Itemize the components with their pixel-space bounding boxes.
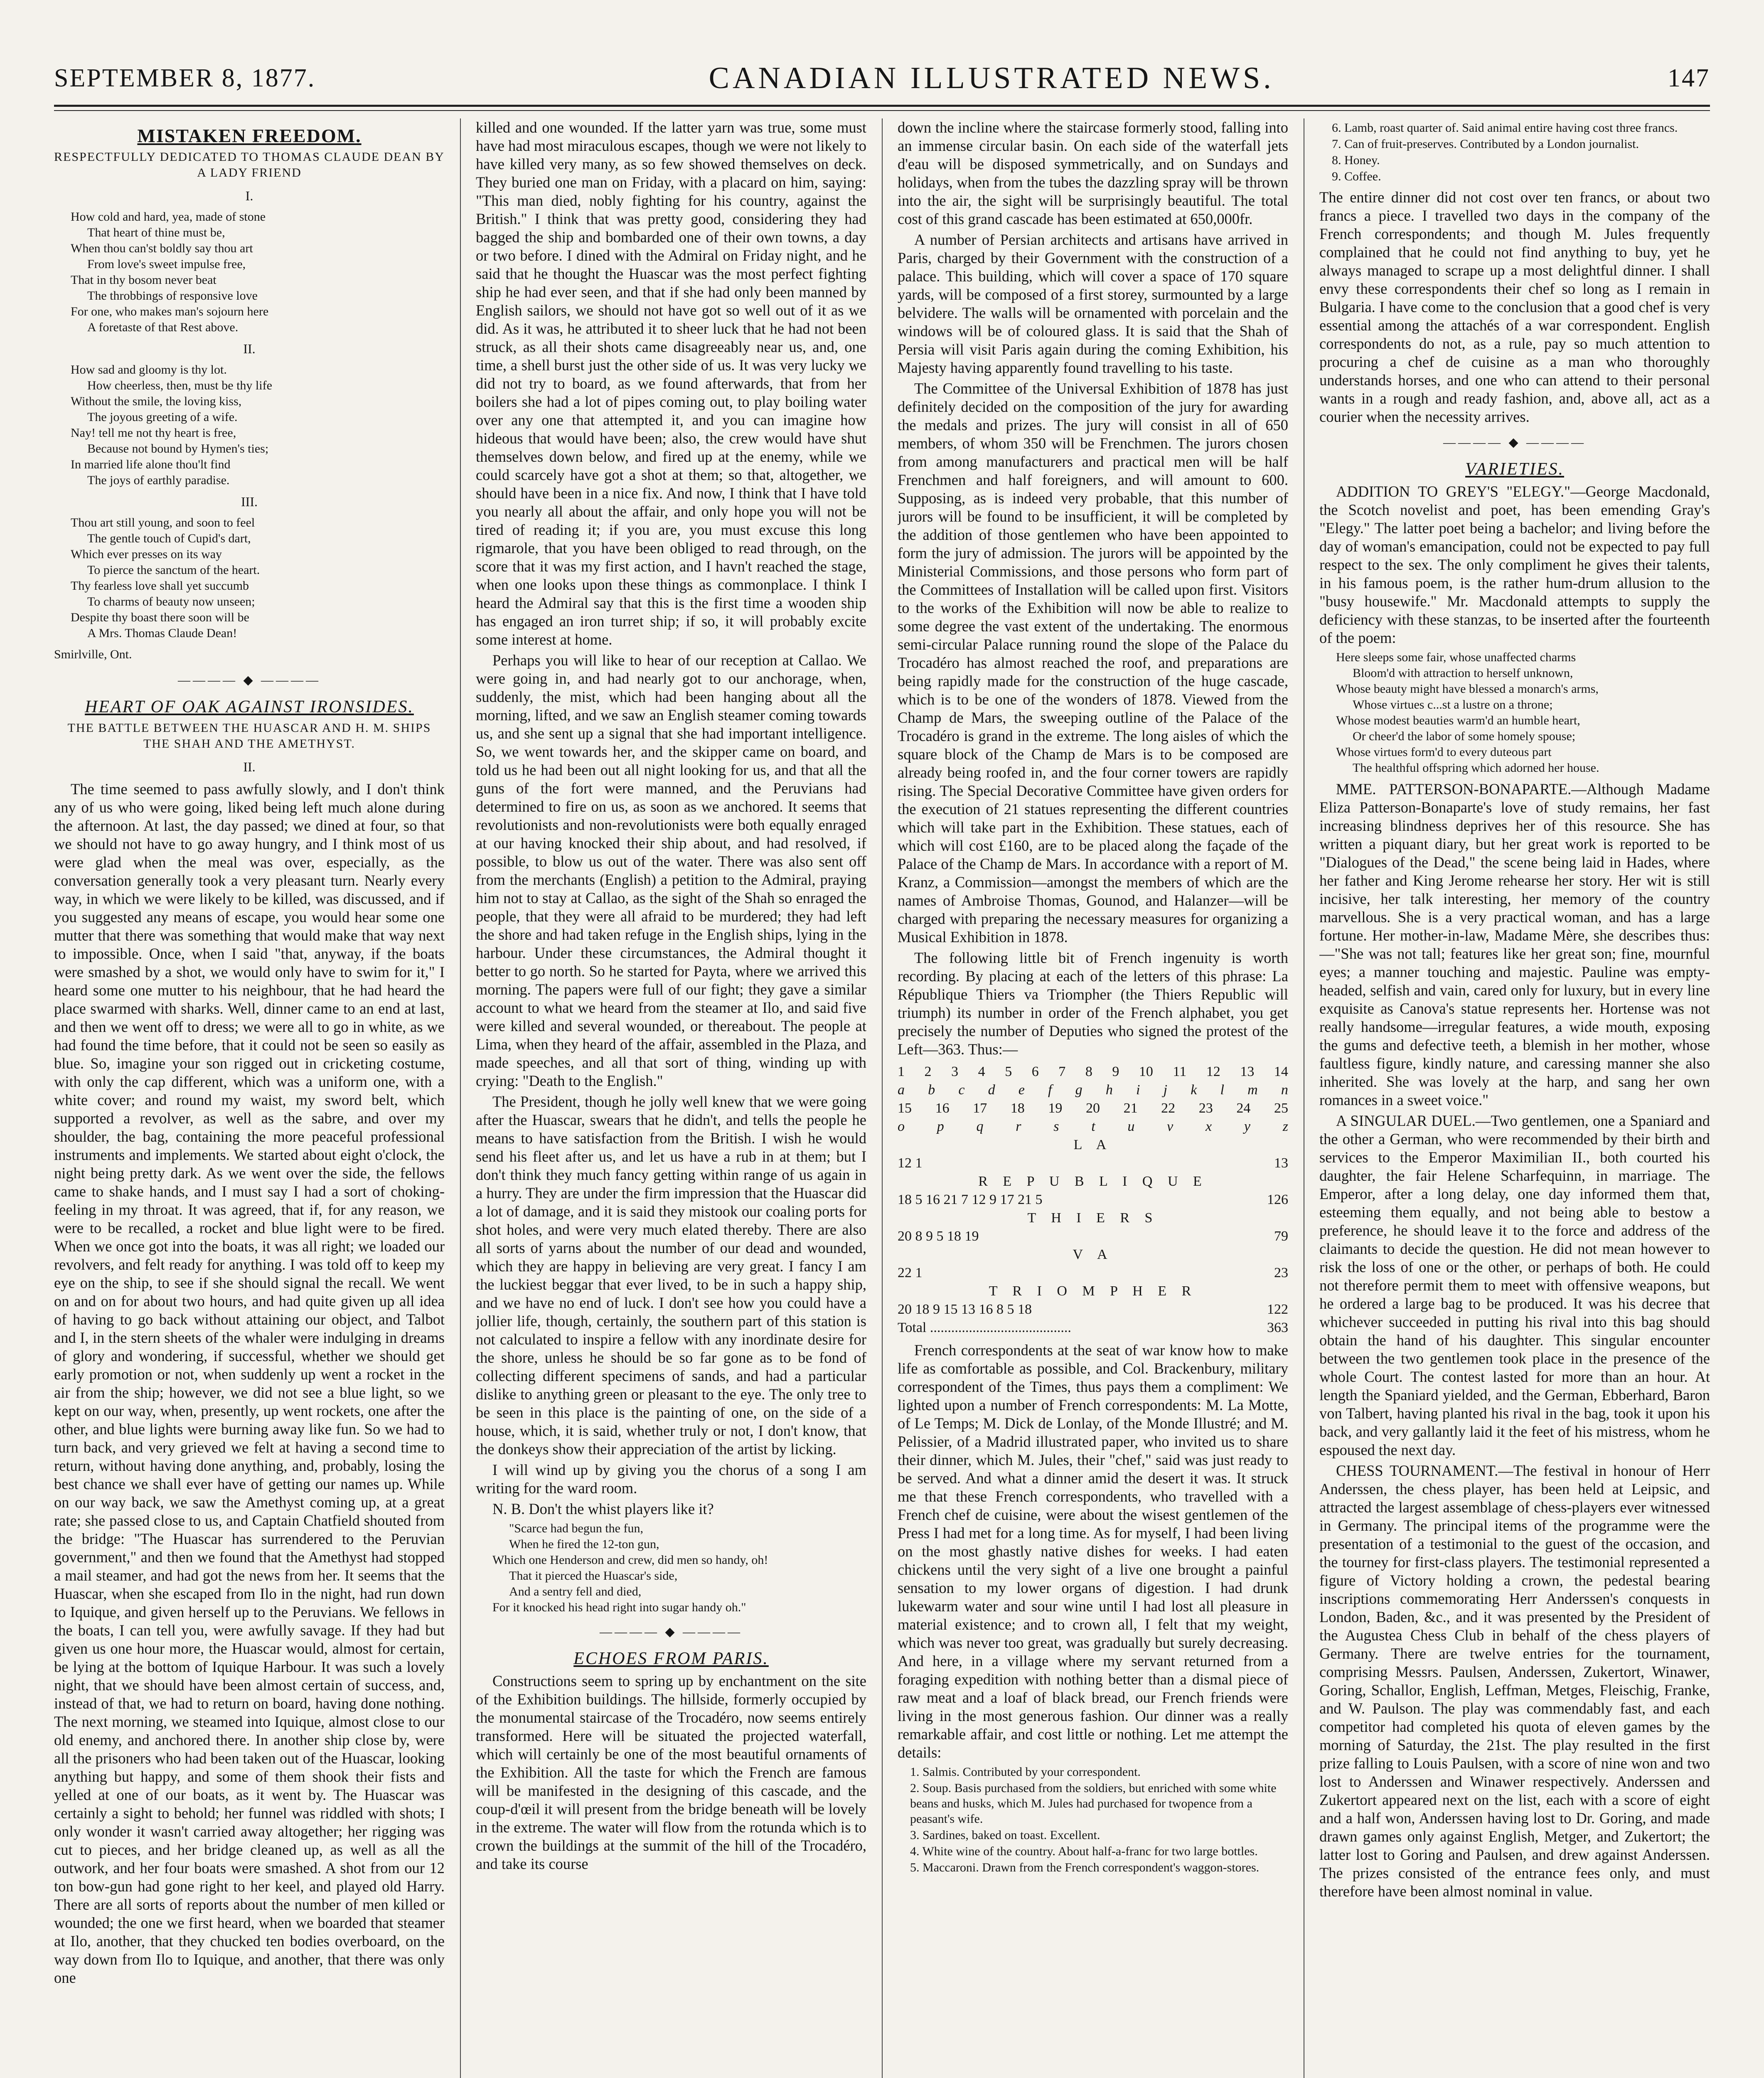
chorus-line: For it knocked his head right into sugar handy oh." <box>492 1600 746 1614</box>
cipher-cell: 25 <box>1274 1101 1288 1116</box>
cipher-nums: 20 18 9 15 13 16 8 5 18 <box>898 1302 1032 1317</box>
poem-line: Which ever presses on its way <box>71 547 222 561</box>
menu-item: 2. Soup. Basis purchased from the soldiers, but enriched with some white beans and husks, which M. Jules had purchased for twopence from a peasant's wife. <box>910 1781 1277 1826</box>
elegy-line: Or cheer'd the labor of some homely spouse; <box>1353 729 1576 743</box>
chorus-line: And a sentry fell and died, <box>509 1585 642 1598</box>
poem-line: Because not bound by Hymen's ties; <box>87 442 269 455</box>
paragraph: A SINGULAR DUEL.—Two gentlemen, one a Spaniard and the other a German, who were recommended by their birth and services to the Emperor Maximilian II., both courted his daughter, the fair Helene Scharfequinn, in marriage. The Emperor, after a long delay, one day informed them that, esteeming them equally, and not being able to bestow a preference, he should leave it to the force and address of the claimants to decide the question. He did not mean however to risk the loss of one or the other, or perhaps of both. He could not therefore permit them to meet with offensive weapons, but he ordered a large bag to be produced. It was his decree that whichever succeeded in putting his rival into this bag should obtain the hand of his daughter. This singular encounter between the two gentlemen took place in the presence of the whole Court. The contest lasted for more than an hour. At length the Spaniard yielded, and the German, Ebberhard, Baron von Talbert, having planted his rival in the bag, took it upon his back, and very gallantly laid it the feet of his mistress, whom he espoused the next day. <box>1319 1112 1710 1458</box>
cipher-subtotal: 23 <box>1274 1265 1288 1280</box>
column-divider <box>460 118 461 2078</box>
poem-title: MISTAKEN FREEDOM. <box>137 125 362 146</box>
oak-col2-text <box>476 118 866 1518</box>
elegy-line: Bloom'd with attraction to herself unknown, <box>1353 666 1573 680</box>
poem-line: Thou art still young, and soon to feel <box>71 516 255 529</box>
paragraph: killed and one wounded. If the latter yarn was true, some must have had most miraculous escapes, though we were not likely to have killed very many, as so few showed themselves on deck. They buried one man on Friday, with a placard on him, saying: "This man died, nobly fighting for his country, against the British." I think that was pretty good, considering they had bagged the ship and bombarded one of their own towns, a day or two before. I dined with the Admiral on Friday night, and he said that he thought the Huascar was the most perfect fighting ship he had ever seen, and that if she had only been manned by English sailors, we should not have got so well out of it as we did. As it was, he attributed it to sheer luck that he had not been struck, as all their shots came disagreeably near us, and, one time, a shell burst just the other side of us. It was very lucky we did not try to board, as we found afterwards, that from her boilers she had a lot of pipes coming out, to play boiling water over any one that attempted it, and you can imagine how hideous that would have been; also, the crew would have shut themselves down below, and fired up at the enemy, while we could scarcely have got a shot at them; so that, altogether, we should have been in a nice fix. And now, I think that I have told you nearly all about the affair, and only hope you will not be tired of reading it; if you are, you must excuse this long rigmarole, that you have been obliged to read through, on the score that it was my first action, and I havn't reached the stage, when one looks upon these things as commonplace. I think I heard the Admiral say that this is the first time a wooden ship has engaged an iron turret ship; if so, it will probably excite some interest at home. <box>476 119 866 648</box>
cipher-cell: 13 <box>1240 1064 1255 1079</box>
cipher-cell: 9 <box>1112 1064 1119 1079</box>
poem-line: The joyous greeting of a wife. <box>87 410 238 424</box>
poem-line: The joys of earthly paradise. <box>87 473 230 487</box>
varieties-text-a <box>1319 483 1710 647</box>
cipher-cell: x <box>1206 1119 1212 1134</box>
menu-item: 9. Coffee. <box>1332 170 1381 183</box>
cipher-cell: z <box>1282 1119 1288 1134</box>
cipher-cell: 21 <box>1123 1101 1138 1116</box>
page-number: 147 <box>1668 64 1710 92</box>
cipher-cell: r <box>1016 1119 1021 1134</box>
stanza-numeral: III. <box>241 494 258 509</box>
cipher-cell: k <box>1191 1082 1197 1098</box>
paragraph: I will wind up by giving you the chorus of a song I am writing for the ward room. <box>476 1461 866 1497</box>
cipher-cell: s <box>1053 1119 1059 1134</box>
cipher-total-label: Total ........................................ <box>898 1320 1071 1335</box>
masthead-rule-thin <box>54 110 1710 111</box>
menu-item: 1. Salmis. Contributed by your correspondent. <box>910 1765 1141 1779</box>
echoes-title: ECHOES FROM PARIS. <box>573 1649 769 1668</box>
poem-line: That heart of thine must be, <box>87 226 225 239</box>
poem-place: Smirlville, Ont. <box>54 648 132 661</box>
paragraph: French correspondents at the seat of war know how to make life as comfortable as possible, and Col. Brackenbury, military correspondent of the Times, thus pays them a compliment: We lighted upon a number of French correspondents: M. La Motte, of Le Temps; M. Dick de Lonlay, of the Monde Illustré; and M. Pelissier, of a Madrid illustrated paper, who invited us to share their dinner, which M. Jules, their "chef," said was just ready to be served. And what a dinner amid the desert it was. It struck me that these French correspondents, who travelled with a French chef de cuisine, were about the wisest gentlemen of the Press I had met for a long time. As for myself, I had been living on the most ghastly native dishes for weeks. I had eaten chickens until the very sight of a live one brought a painful sensation to my lower organs of digestion. I had drunk lukewarm water and sour wine until I had lost all pleasure in material existence; and to crown all, I felt that my weight, which was never too great, was gradually but surely decreasing. And here, in a village where my servant returned from a foraging expedition with nothing better than a dismal piece of raw meat and a loaf of black bread, our French friends were living in the most generous fashion. Our dinner was a really remarkable affair, and cost little or nothing. Let me attempt the details: <box>898 1342 1288 1761</box>
stanza-numeral: I. <box>245 188 253 203</box>
menu-item: 3. Sardines, baked on toast. Excellent. <box>910 1828 1100 1842</box>
cipher-cell: 7 <box>1058 1064 1066 1079</box>
poem-line: Nay! tell me not thy heart is free, <box>71 426 236 440</box>
paragraph: Constructions seem to spring up by enchantment on the site of the Exhibition buildings. The hillside, formerly occupied by the monumental staircase of the Trocadéro, now seems entirely transformed. Here will be situated the projected waterfall, which will certainly be one of the most beautiful ornaments of the Exhibition. All the taste for which the French are famous will be manifested in the designing of this cascade, and the coup-d'œil it will present from the bridge beneath will be lovely in the extreme. The water will flow from the rotunda which is to crown the buildings at the summit of the hill of the Trocadéro, and take its course <box>476 1672 866 1872</box>
issue-date: SEPTEMBER 8, 1877. <box>54 64 316 92</box>
cipher-total-row <box>898 1319 1288 1337</box>
stanza-numeral: II. <box>243 341 256 356</box>
cipher-word: T R I O M P H E R <box>989 1283 1197 1299</box>
cipher-cell: u <box>1127 1119 1135 1134</box>
poem-line: How cheerless, then, must be thy life <box>87 379 272 392</box>
cipher-cell: d <box>988 1082 995 1098</box>
paragraph: down the incline where the staircase formerly stood, falling into an immense circular basin. On each side of the waterfall jets d'eau will be disposed symmetrically, and on Sundays and holidays, when from the tubes the dazzling spray will be thrown into the air, the sight will be surprisingly beautiful. The total cost of this grand cascade has been estimated at 650,000fr. <box>898 119 1288 227</box>
cipher-cell: m <box>1247 1082 1258 1098</box>
masthead-rule <box>54 105 1710 107</box>
elegy-line: Here sleeps some fair, whose unaffected charms <box>1336 650 1576 664</box>
chorus-line: "Scarce had begun the fun, <box>509 1522 643 1535</box>
cipher-word: L A <box>1073 1137 1112 1152</box>
column-divider <box>882 118 883 2078</box>
cipher-cell: o <box>898 1119 905 1134</box>
song-chorus <box>492 1521 866 1615</box>
dinner-menu-a <box>910 1764 1288 1875</box>
menu-item: 4. White wine of the country. About half-a-franc for two large bottles. <box>910 1844 1258 1858</box>
paragraph: N. B. Don't the whist players like it? <box>492 1500 714 1517</box>
varieties-title: VARIETIES. <box>1465 460 1564 479</box>
column-2 <box>476 118 866 2078</box>
cipher-cell: 19 <box>1048 1101 1063 1116</box>
varieties-text-b <box>1319 780 1710 1901</box>
chorus-line: That it pierced the Huascar's side, <box>509 1569 678 1583</box>
paragraph: Perhaps you will like to hear of our reception at Callao. We were going in, and had nearly got to our anchorage, when, suddenly, the mist, which had been hanging about all the morning, lifted, and we saw an English steamer coming towards us, and she sent up a signal that she had important intelligence. So, we went towards her, and the skipper came on board, and told us he had been out all night looking for us, and that all the guns of the fort were manned, and the Peruvians had determined to fire on us, as soon as we anchored. It seems that revolutionists and non-revolutionists were both equally enraged at our having knocked their ship about, and had resolved, if possible, to blow us out of the water. There was also sent off from the merchants (English) a petition to the Admiral, praying him not to stay at Callao, as the sight of the Shah so enraged the people, that they were all afraid to be murdered; they had left the shore and had taken refuge in the English ships, lying in the harbour. Under these circumstances, the Admiral thought it better to go north. So he started for Payta, where we arrived this morning. The papers were full of our fight; they gave a similar account to what we heard from the steamer at Ilo, and said five were killed and several wounded, or thereabout. The people at Lima, when they heard of the affair, assembled in the Plaza, and made speeches, and all that sort of thing, winding up with crying: "Death to the English." <box>476 652 866 1089</box>
cipher-cell: 3 <box>951 1064 959 1079</box>
cipher-cell: 6 <box>1031 1064 1039 1079</box>
cipher-cell: e <box>1018 1082 1025 1098</box>
stanza <box>71 209 445 335</box>
cipher-word: R E P U B L I Q U E <box>978 1174 1208 1189</box>
menu-item: 5. Maccaroni. Drawn from the French correspondent's waggon-stores. <box>910 1861 1260 1874</box>
cipher-number-row <box>898 1099 1288 1118</box>
elegy-line: Whose modest beauties warm'd an humble heart, <box>1336 714 1580 727</box>
cipher-cell: v <box>1167 1119 1174 1134</box>
paragraph: A number of Persian architects and artisans have arrived in Paris, charged by their Government with the construction of a palace. This building, which will cover a space of 170 square yards, will be composed of a first storey, surmounted by a large belvidere. The walls will be ornamented with porcelain and the windows will be of coloured glass. It is said that the Shah of Persia will visit Paris again during the coming Exhibition, his Majesty having apparently found travelling to his taste. <box>898 231 1288 376</box>
poem-line: For one, who makes man's sojourn here <box>71 305 269 318</box>
poem-line: To charms of beauty now unseen; <box>87 595 255 608</box>
poem-line: A foretaste of that Rest above. <box>87 320 239 334</box>
poem-line: A Mrs. Thomas Claude Dean! <box>87 626 237 640</box>
stanza <box>71 515 445 641</box>
poem-line: That in thy bosom never beat <box>71 273 217 287</box>
cipher-cell: h <box>1105 1082 1113 1098</box>
cipher-cell: 8 <box>1085 1064 1092 1079</box>
cipher-cell: 2 <box>924 1064 932 1079</box>
separator: ———— ◆ ———— <box>1443 436 1587 449</box>
poem-line: How sad and gloomy is thy lot. <box>71 363 227 377</box>
column-1 <box>54 118 445 2078</box>
cipher-nums: 20 8 9 5 18 19 <box>898 1229 979 1244</box>
menu-item: 7. Can of fruit-preserves. Contributed by a London journalist. <box>1332 137 1639 151</box>
elegy-line: Whose beauty might have blessed a monarch's arms, <box>1336 682 1599 696</box>
cipher-cell: q <box>976 1119 984 1134</box>
cipher-word-numbers <box>898 1300 1288 1319</box>
cipher-letter-row <box>898 1118 1288 1136</box>
column-4 <box>1319 118 1710 2078</box>
echoes-col4-text <box>1319 188 1710 426</box>
cipher-cell: a <box>898 1082 905 1098</box>
chorus-line: Which one Henderson and crew, did men so handy, oh! <box>492 1553 768 1567</box>
oak-subtitle: THE BATTLE BETWEEN THE HUASCAR AND H. M. SHIPS THE SHAH AND THE AMETHYST. <box>67 721 431 751</box>
oak-part: II. <box>243 759 256 774</box>
poem-line: To pierce the sanctum of the heart. <box>87 563 260 577</box>
cipher-cell: b <box>928 1082 935 1098</box>
cipher-table <box>898 1063 1288 1337</box>
paragraph: MME. PATTERSON-BONAPARTE.—Although Madame Eliza Patterson-Bonaparte's love of study remains, her fast increasing blindness deprives her of this resource. She has written a piquant diary, but her great work is reported to be "Dialogues of the Dead," the scene being laid in Hades, where her father and King Jerome rehearse her story. Her wit is still incisive, her talk interesting, her memory of the country marvellous. She is a very practical woman, and has a large fortune. Her mother-in-law, Madame Mère, she describes thus:—"She was not tall; features like her great son; fine, mournful eyes; a manner touching and majestic. Pauline was empty-headed, selfish and vain, cared only for luxury, but in every line exquisite as Canova's statue represents her. Hortense was not really handsome—irregular features, a wide mouth, exposing the gums and defective teeth, a blemish in her mother, whose faultless figure, kindly nature, and caressing manner she also inherited. She was lovely at the harp, and sang her own romances in a sweet voice." <box>1319 780 1710 1108</box>
cipher-word: T H I E R S <box>1027 1210 1159 1226</box>
cipher-cell: 5 <box>1005 1064 1012 1079</box>
cipher-word-numbers <box>898 1264 1288 1282</box>
separator: ———— ◆ ———— <box>599 1625 743 1639</box>
menu-item: 8. Honey. <box>1332 153 1380 167</box>
paragraph: The Committee of the Universal Exhibition of 1878 has just definitely decided on the composition of the jury for awarding the medals and prizes. The jury will consist in all of 650 members, of whom 350 will be Frenchmen. The jurors chosen from among manufacturers and practical men will be half Frenchmen and half foreigners, and will amount to 600. Supposing, as is indeed very probable, that this number of jurors will be found to be insufficient, it will be completed by the addition of those gentlemen who have been appointed to form the jury of admission. The jurors will be appointed by the Ministerial Commissions, and those persons who form part of the Committees of Installation will be called upon first. Visitors to the works of the Exhibition will now be able to realize to some degree the vast extent of the undertaking. The enormous semi-circular Palace running round the slope of the Palace du Trocadéro has almost reached the roof, and preparations are being rapidly made for the construction of the huge cascade, which is to be one of the wonders of 1878. Viewed from the Champ de Mars, the sweeping outline of the Palace of the Trocadéro is grand in the extreme. The long aisles of which the square block of the Champ de Mars is to be composed are already being roofed in, and the four corner towers are rapidly rising. The Special Decorative Committee have given orders for the execution of 21 statues representing the different countries which will take part in the Exhibition. These statues, each of which will cost £160, are to be placed along the façade of the Palace of the Champ de Mars. In accordance with a report of M. Kranz, a Commission—amongst the members of which are the names of Ambroise Thomas, Gounod, and Halanzer—will be charged with preparing the necessary measures for organizing a Musical Exhibition in 1878. <box>898 380 1288 945</box>
menu-item: 6. Lamb, roast quarter of. Said animal entire having cost three francs. <box>1332 121 1678 135</box>
cipher-total-value: 363 <box>1267 1320 1288 1335</box>
paragraph: The following little bit of French ingenuity is worth recording. By placing at each of the letters of this phrase: La République Thiers va Triompher (the Thiers Republic will triumph) its number in order of the French alphabet, you get precisely the number of Deputies who signed the protest of the Left—363. Thus:— <box>898 949 1288 1058</box>
elegy-line: Whose virtues form'd to every duteous part <box>1336 745 1552 759</box>
poem-line: Without the smile, the loving kiss, <box>71 394 242 408</box>
cipher-cell: f <box>1048 1082 1052 1098</box>
echoes-col3-text-b <box>898 1341 1288 1762</box>
cipher-cell: 23 <box>1198 1101 1213 1116</box>
echoes-col3-text <box>898 118 1288 1059</box>
echoes-col2-text <box>476 1672 866 1873</box>
poem-line: The throbbings of responsive love <box>87 289 258 303</box>
cipher-cell: 12 <box>1206 1064 1220 1079</box>
cipher-cell: 20 <box>1085 1101 1100 1116</box>
cipher-cell: 10 <box>1139 1064 1153 1079</box>
paragraph: ADDITION TO GREY'S "ELEGY."—George Macdonald, the Scotch novelist and poet, has been emending Gray's "Elegy." The latter poet being a bachelor; and living before the day of woman's emancipation, could not be expected to pay full respect to the sex. The only compliment he gives their talents, in his famous poem, is the rather hum-drum allusion to the "busy housewife." Mr. Macdonald attempts to supply the deficiency with these stanzas, to be inserted after the fourteenth of the poem: <box>1319 483 1710 646</box>
cipher-cell: l <box>1220 1082 1224 1098</box>
cipher-cell: i <box>1136 1082 1140 1098</box>
poem-line: From love's sweet impulse free, <box>87 257 246 271</box>
cipher-cell: y <box>1244 1119 1250 1134</box>
oak-title: HEART OF OAK AGAINST IRONSIDES. <box>85 697 414 716</box>
cipher-word-numbers <box>898 1227 1288 1246</box>
cipher-word-numbers <box>898 1191 1288 1209</box>
cipher-cell: 14 <box>1274 1064 1288 1079</box>
poem-line: How cold and hard, yea, made of stone <box>71 210 266 224</box>
separator: ———— ◆ ———— <box>177 673 321 687</box>
paragraph: The entire dinner did not cost over ten francs, or about two francs a piece. I travelled two days in the company of the French correspondents; and though M. Jules frequently complained that he could not find anything to buy, yet he always managed to scrape up a most delightful dinner. I shall envy these correspondents their chef so long as I remain in Bulgaria. I have come to the conclusion that a good chef is very essential among the attachés of a war correspondent. English correspondents do not, as a rule, pay so much attention to procuring a chef de cuisine as a man who thoroughly understands horses, and one who can attend to their personal wants in a rough and ready fashion, and, above all, act as a courier when the necessity arrives. <box>1319 189 1710 425</box>
cipher-cell: 11 <box>1173 1064 1187 1079</box>
cipher-cell: 4 <box>978 1064 985 1079</box>
paragraph: The time seemed to pass awfully slowly, and I don't think any of us who were going, liked being left much alone during the afternoon. At last, the day passed; we dined at four, so that we should not have to go away hungry, and I think most of us were glad when the meal was over, especially, as the conversation generally took a very pleasant turn. Nearly every way, in which we were likely to be killed, was discussed, and if you suggested any means of escape, you would hear some one mutter that there was something that would make that way next to impossible. Once, when I said "that, anyway, if the boats were smashed by a shot, we would only have to swim for it," I heard some one mutter to his neighbour, that he had heard the place swarmed with sharks. Well, dinner came to an end at last, and then we went off to dress; we were all to go in white, as we had found the time before, that it could not be seen so easily as blue. So, imagine your son rigged out in cricketing costume, with only the cap different, which was a uniform one, with a white cover; and round my waist, my sword belt, which supported a revolver, as well as the sabre, and over my shoulder, the bag, containing the more peaceful professional instruments and implements. We started about eight o'clock, the night being pretty dark. As we went over the side, the fellows came to shake hands, and I must say I had a sort of choking-feeling in my throat. It was agreed, that if, for any reason, we were to be recalled, a rocket and blue light were to be fired. When we once got into the boats, it was all right; we loaded our revolvers, and felt ready for anything. I was told off to keep my eye on the ship, to see if she should signal the recall. We went on and on for about two hours, and had quite given up all idea of having to go back without attaining our object, and Talbot and I, in the stern sheets of the whaler were indulging in dreams of glory and wondering, if successful, whether we should get early promotion or not, when suddenly up went a rocket in the air from the ship; however, we did not see a blue light, so we kept on our way, when, presently, up went rockets, one after the other, and blue lights were burning away like fun. So we had to turn back, and very grieved we felt at having a second time to return, without having done anything, and, probably, losing the best chance we shall ever have of getting our names up. While on our way back, we saw the Amethyst coming up, at a great rate; she passed close to us, and Captain Chatfield shouted from the bridge: "The Huascar has surrendered to the Peruvian government," and then we found that the Amethyst had stopped a mail steamer, and had got the news from her. It seems that the Huascar, when she escaped from Ilo in the night, had run down to Iquique, and given herself up to the Peruvians. We fellows in the boats, I can tell you, were awfully savage. If they had but given us one hour more, the Huascar would, almost for certain, be lying at the bottom of Iquique Harbour. It was such a lovely night, that we should have been almost certain of success, and, instead of that, we had to return on board, having done nothing. The next morning, we steamed into Iquique, almost close to our old enemy, and anchored there. In another ship close by, were all the prisoners who had been taken out of the Huascar, looking anything but happy, and some of them shook their fists and yelled at one of our boats, as it went by. The Huascar was certainly a sight to behold; her funnel was riddled with shots; I only wonder it wasn't carried away altogether; her rigging was cut to pieces, and her bridge cleaned up, as well as all the outwork, and her four boats were smashed. A shot from our 12 ton bow-gun had gone right to her keel, and played old Harry. There are all sorts of reports about the number of men killed or wounded; the one we first heard, when we boarded that steamer at Ilo, another, that they chucked ten bodies overboard, on the way down from Ilo to Iquique, and another, that there was only one <box>54 780 445 1986</box>
masthead <box>54 53 1710 103</box>
poem-dedication: RESPECTFULLY DEDICATED TO THOMAS CLAUDE DEAN BY A LADY FRIEND <box>54 150 445 180</box>
paragraph: CHESS TOURNAMENT.—The festival in honour of Herr Anderssen, the chess player, has been held at Leipsic, and attracted the largest assemblage of chess-players ever witnessed in Germany. The principal items of the programme were the presentation of a testimonial to the guest of the occasion, and the tourney for first-class players. The testimonial represented a figure of Victory holding a crown, the pedestal bearing inscriptions commemorating Herr Anderssen's conquests in London, Baden, &c., and it was presented by the President of the Augustea Chess Club in behalf of the chess players of Germany. There are twelve entries for the tournament, comprising Messrs. Paulsen, Anderssen, Zukertort, Winawer, Goring, Schallor, English, Leffman, Metges, Fleischig, Franke, and W. Paulson. The play was commendably fast, and each competitor had completed his quota of eleven games by the morning of Saturday, the 21st. The play resulted in the first prize falling to Louis Paulsen, with a score of nine won and two lost to Anderssen and Winawer respectively. Anderssen and Zukertort appeared next on the list, each with a score of eight and a half won, Anderssen having lost to Dr. Goring, and made drawn games only against English, Metger, and Zukertort; the latter lost to Goring and Paulsen, and drew against Anderssen. The prizes consisted of the entrance fees only, and must therefore have been almost nominal in value. <box>1319 1462 1710 1900</box>
poem-line: The gentle touch of Cupid's dart, <box>87 532 251 545</box>
poem-line: In married life alone thou'lt find <box>71 458 231 471</box>
columns <box>54 118 1710 2078</box>
elegy-line: Whose virtues c...st a lustre on a throne; <box>1353 698 1553 712</box>
elegy-line: The healthful offspring which adorned her house. <box>1353 761 1599 775</box>
cipher-cell: 17 <box>973 1101 987 1116</box>
cipher-letter-row <box>898 1081 1288 1099</box>
column-3 <box>898 118 1288 2078</box>
cipher-cell: 18 <box>1010 1101 1025 1116</box>
cipher-subtotal: 13 <box>1274 1155 1288 1171</box>
poem-line: Thy fearless love shall yet succumb <box>71 579 249 593</box>
oak-col1-text <box>54 780 445 1987</box>
cipher-cell: g <box>1075 1082 1083 1098</box>
cipher-cell: t <box>1091 1119 1095 1134</box>
elegy-stanzas <box>1336 650 1710 776</box>
dinner-menu-b <box>1332 120 1710 184</box>
stanza <box>71 362 445 488</box>
cipher-word: V A <box>1073 1247 1113 1262</box>
poem-line: When thou can'st boldly say thou art <box>71 241 253 255</box>
cipher-subtotal: 122 <box>1267 1302 1288 1317</box>
chorus-line: When he fired the 12-ton gun, <box>509 1537 659 1551</box>
cipher-nums: 18 5 16 21 7 12 9 17 21 5 <box>898 1192 1043 1207</box>
cipher-cell: j <box>1163 1082 1168 1098</box>
paragraph: The President, though he jolly well knew that we were going after the Huascar, swears that he didn't, and tells the people he means to have satisfaction from the British. I wish he would send his fleet after us, and let us have a rub in at them; but I don't think they much fancy getting within range of us again in a hurry. They are under the firm impression that the Huascar did a lot of damage, and it is said they mistook our coaling ports for shot holes, and were very much elated thereby. There are also all sorts of yarns about the number of our dead and wounded, which they are happy in believing are very great. I fancy I am the luckiest beggar that ever lived, to be in such a happy ship, and we have no end of luck. I don't see how you could have a jollier life, though, certainly, the southern part of this station is not calculated to inspire a fellow with any inordinate desire for the shore, unless he should be so far gone as to be fond of collecting different specimens of sands, and had a particular dislike to anything green or pleasant to the eye. The only tree to be seen in this place is the painting of one, on the side of a house, which, it is said, whether truly or not, I don't know, that the donkeys show their appreciation of the artist by licking. <box>476 1093 866 1458</box>
poem-line: Despite thy boast there soon will be <box>71 611 249 624</box>
cipher-cell: p <box>937 1119 944 1134</box>
poem-stanzas <box>54 187 445 641</box>
cipher-number-row <box>898 1063 1288 1081</box>
cipher-word-numbers <box>898 1154 1288 1172</box>
cipher-cell: 22 <box>1161 1101 1176 1116</box>
cipher-cell: c <box>958 1082 965 1098</box>
cipher-subtotal: 79 <box>1274 1229 1288 1244</box>
cipher-cell: 1 <box>898 1064 905 1079</box>
cipher-cell: 15 <box>898 1101 912 1116</box>
cipher-nums: 12 1 <box>898 1155 923 1171</box>
cipher-nums: 22 1 <box>898 1265 923 1280</box>
cipher-subtotal: 126 <box>1267 1192 1288 1207</box>
newspaper-title: CANADIAN ILLUSTRATED NEWS. <box>709 61 1274 95</box>
cipher-cell: 16 <box>935 1101 950 1116</box>
cipher-cell: 24 <box>1236 1101 1251 1116</box>
cipher-cell: n <box>1281 1082 1288 1098</box>
